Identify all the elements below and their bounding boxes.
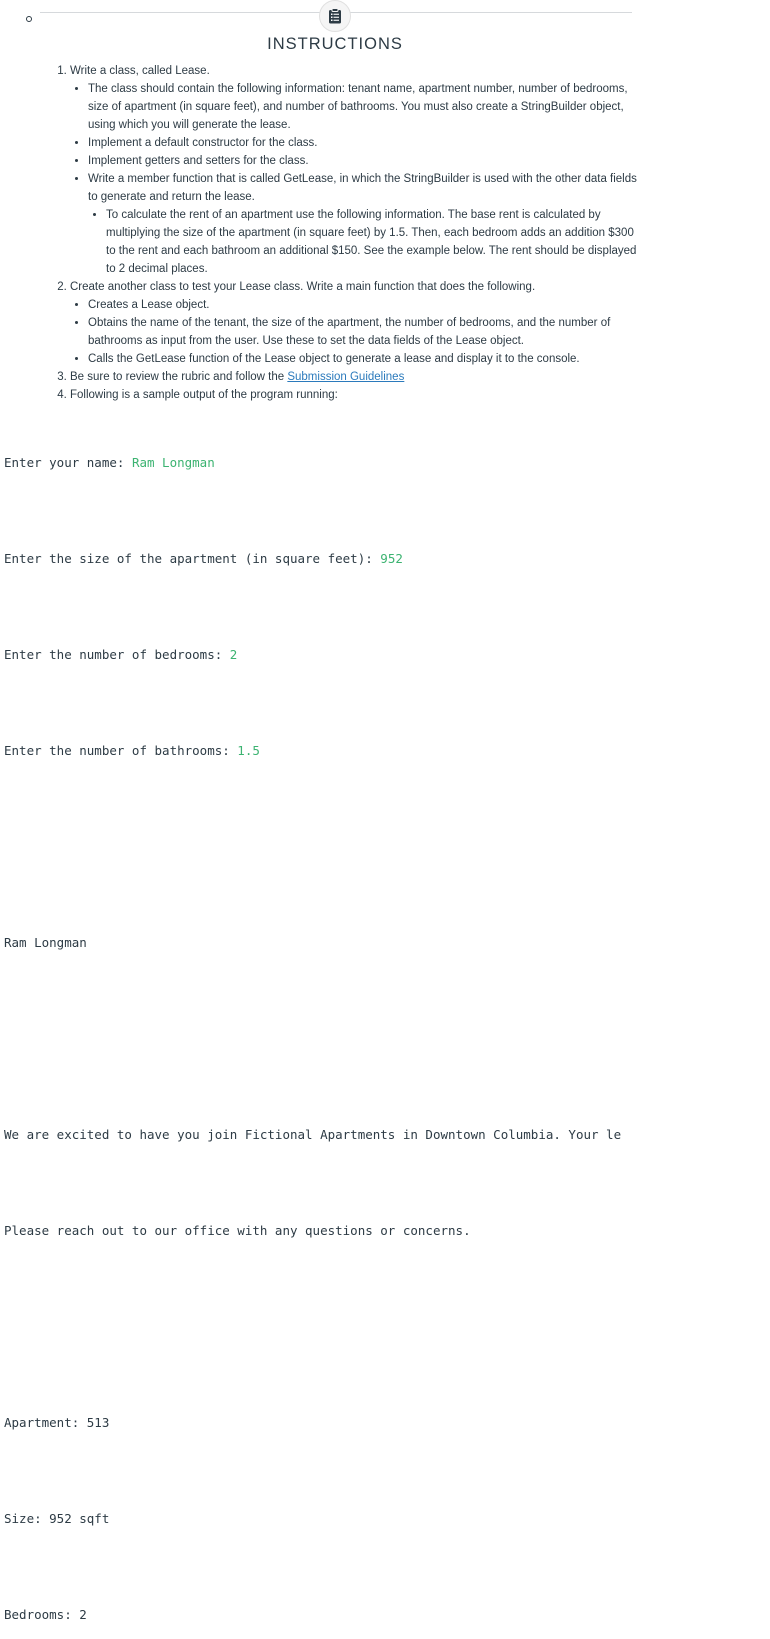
sample-output [4,424,764,1639]
sub-list [70,296,637,368]
list-item: • Implement a default constructor for the class. [88,134,637,152]
item-text: Write a class, called Lease. [70,65,210,77]
instructions-list [57,62,637,404]
output-line [4,646,631,664]
list-item: • Calls the GetLease function of the Lease object to generate a lease and display it to the console. [88,350,637,368]
list-item: • To calculate the rent of an apartment use the following information. The base rent is calculated by multiplying the size of the apartment (in square feet) by 1.5. Then, each bedroom adds an addition $300 to the rent and each bathroom an additional $150. See the example below. The rent should be displayed to 2 decimal places. [106,206,637,278]
item-text: Write a member function that is called GetLease, in which the StringBuilder is used with the other data fields to generate and return the lease. [88,173,637,203]
apartment-line: Apartment: 513 [4,1415,110,1430]
tenant-name-line: Ram Longman [4,935,87,950]
item-text: Be sure to review the rubric and follow the [70,371,288,383]
size-line: Size: 952 sqft [4,1511,110,1526]
prompt-name: Enter your name: [4,455,132,470]
welcome-line: We are excited to have you join Fictional Apartments in Downtown Columbia. Your le [4,1127,622,1142]
output-line [4,742,631,760]
input-name: Ram Longman [131,455,215,470]
list-item [70,368,637,386]
prompt-size: Enter the size of the apartment (in square feet): [4,551,381,566]
list-item [70,62,637,278]
input-size: 952 [380,551,403,566]
list-item [70,386,637,404]
divider-badge [319,0,351,32]
item-text: Following is a sample output of the program running: [70,389,338,401]
list-item [88,170,637,278]
sub-list [70,80,637,278]
prompt-bedrooms: Enter the number of bedrooms: [4,647,230,662]
page-title: INSTRUCTIONS [267,35,403,53]
output-line [4,454,631,472]
output-line [4,550,631,568]
list-item: • Implement getters and setters for the class. [88,152,637,170]
submission-guidelines-link[interactable]: Submission Guidelines [287,371,405,383]
list-bullet [26,16,32,22]
input-bedrooms: 2 [229,647,238,662]
bedrooms-line: Bedrooms: 2 [4,1607,87,1622]
clipboard-list-icon [328,8,342,24]
sub-sub-list [88,206,637,278]
list-item: • Obtains the name of the tenant, the size of the apartment, the number of bedrooms, and the number of bathrooms as input from the user. Use these to set the data fields of the Lease object. [88,314,637,350]
input-bathrooms: 1.5 [237,743,260,758]
instructions-body [57,62,637,404]
list-item: • Creates a Lease object. [88,296,637,314]
list-item: • The class should contain the following information: tenant name, apartment number, number of bedrooms, size of apartment (in square feet), and number of bathrooms. You must also create a StringBuilder object, using which you will generate the lease. [88,80,637,134]
list-item [70,278,637,368]
contact-line: Please reach out to our office with any questions or concerns. [4,1223,471,1238]
item-text: Create another class to test your Lease class. Write a main function that does the following. [70,281,536,293]
prompt-bathrooms: Enter the number of bathrooms: [4,743,238,758]
